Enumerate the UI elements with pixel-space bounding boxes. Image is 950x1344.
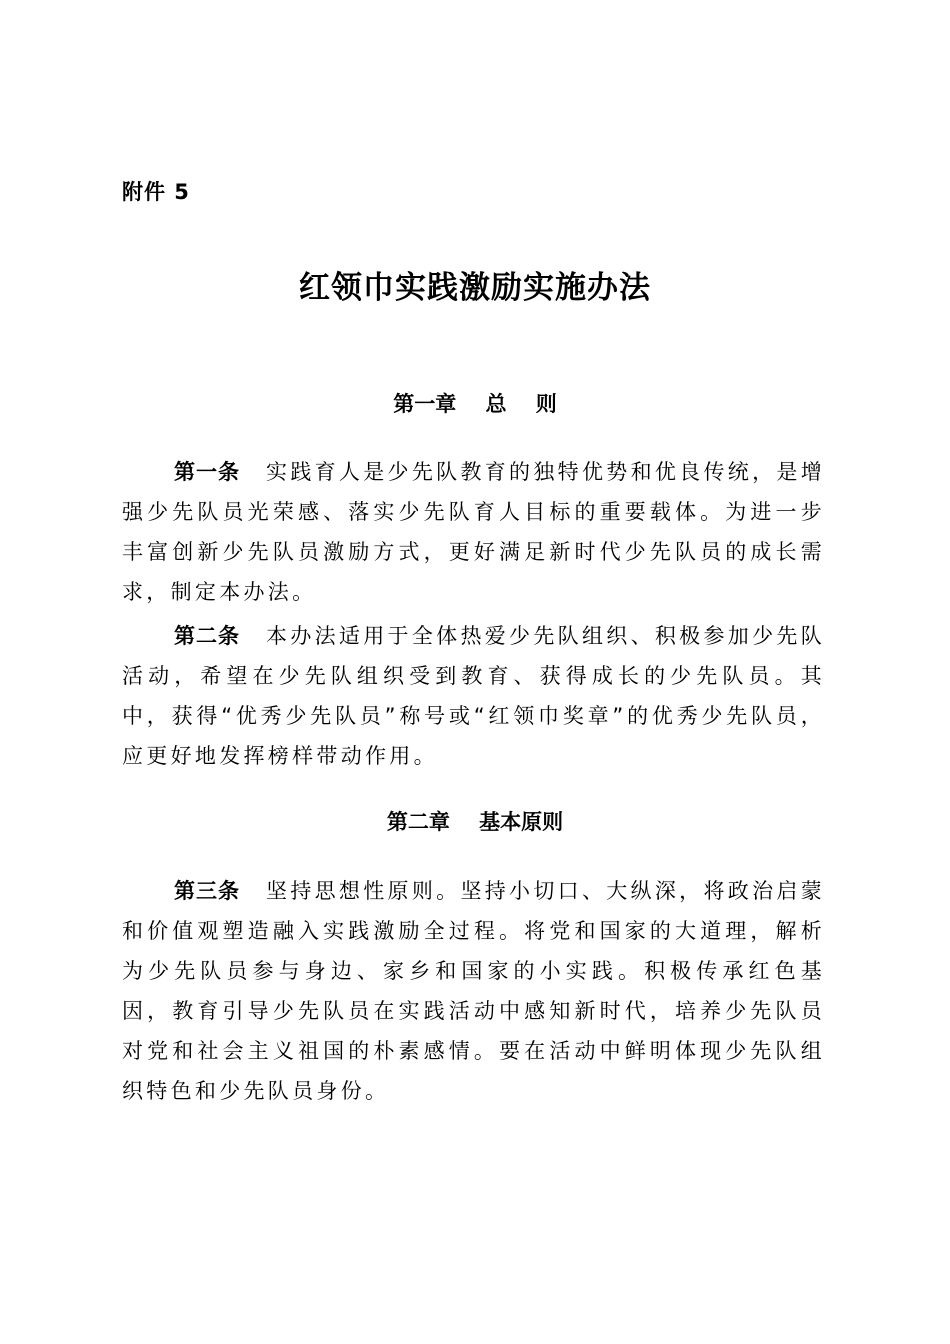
chapter-heading-1: 第一章 总 则 <box>393 392 557 416</box>
article-text-2: 本办法适用于全体热爱少先队组织、积极参加少先队活动，希望在少先队组织受到教育、获得成长的少先队员。其中，获得“优秀少先队员”称号或“红领巾奖章”的优秀少先队员，应更好地发挥榜样带动作用。 <box>122 624 825 768</box>
article-paragraph-2 <box>122 616 825 776</box>
article-label-1: 第一条 <box>174 460 241 484</box>
article-paragraph-1 <box>122 452 825 612</box>
article-text-1: 实践育人是少先队教育的独特优势和优良传统，是增强少先队员光荣感、落实少先队育人目标的重要载体。为进一步丰富创新少先队员激励方式，更好满足新时代少先队员的成长需求，制定本办法。 <box>122 460 825 604</box>
article-paragraph-3 <box>122 871 825 1111</box>
article-text-3: 坚持思想性原则。坚持小切口、大纵深，将政治启蒙和价值观塑造融入实践激励全过程。将党和国家的大道理，解析为少先队员参与身边、家乡和国家的小实践。积极传承红色基因，教育引导少先队员在实践活动中感知新时代，培养少先队员对党和社会主义祖国的朴素感情。要在活动中鲜明体现少先队组织特色和少先队员身份。 <box>122 879 825 1103</box>
document-title: 红领巾实践激励实施办法 <box>299 270 651 306</box>
attachment-label: 附件 5 <box>122 180 190 204</box>
article-label-2: 第二条 <box>174 624 241 648</box>
chapter-heading-2: 第二章 基本原则 <box>386 810 564 834</box>
article-label-3: 第三条 <box>174 879 241 903</box>
